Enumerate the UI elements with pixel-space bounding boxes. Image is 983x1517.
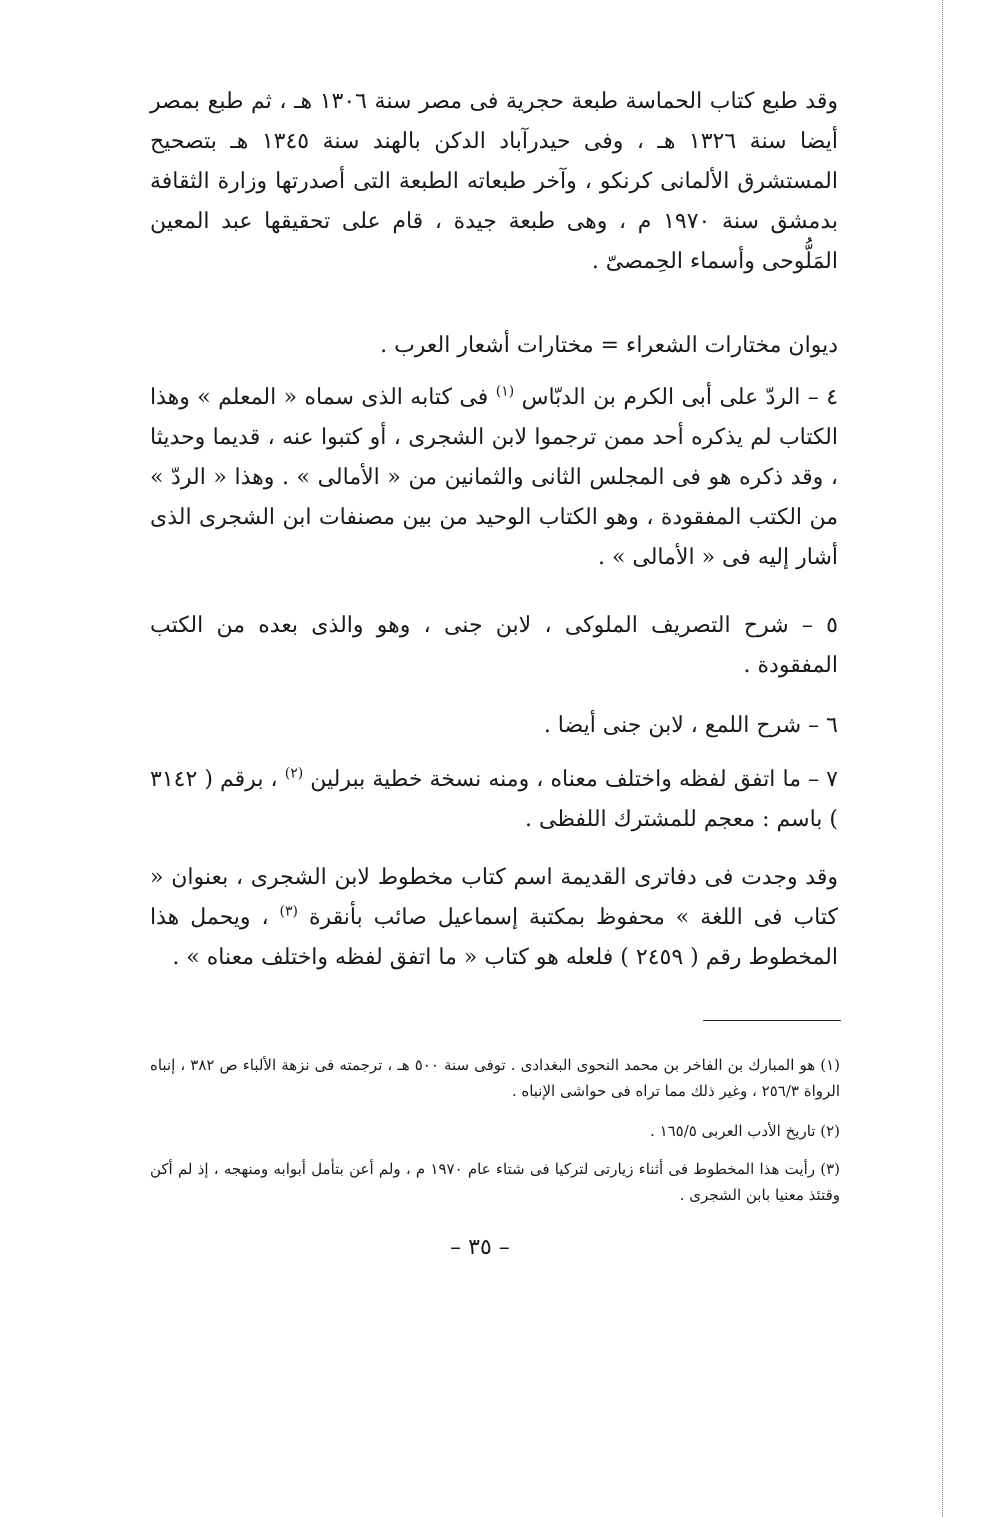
paragraph-diwan (150, 326, 878, 366)
footnote-3: (٣) رأيت هذا المخطوط فى أثناء زيارتى لتركيا فى شتاء عام ١٩٧٠ م ، ولم أعن بتأمل أبوابه ومنهجه ، إذ لم أكن وقتئذ معنيا بابن الشجرى . (150, 1160, 840, 1204)
paragraph-text: فى كتابه الذى سماه « المعلم » وهذا الكتاب لم يذكره أحد ممن ترجموا لابن الشجرى ، أو كتبوا عنه ، قديما وحديثا ، وقد ذكره هو فى المجلس الثانى والثمانين من « الأمالى » . وهذا « الردّ » من الكتب المفقودة ، وهو الكتاب الوحيد من بين مصنفات ابن الشجرى الذى أشار إليه فى « الأمالى » . (150, 385, 838, 570)
paragraph-manuscript (150, 858, 838, 978)
footnote-marker[interactable]: (٣) (279, 903, 298, 920)
paragraph-text: ٥ – شرح التصريف الملوكى ، لابن جنى ، وهو والذى بعده من الكتب المفقودة . (150, 613, 838, 678)
paragraph-editions (150, 82, 838, 282)
paragraph-text: ديوان مختارات الشعراء = مختارات أشعار العرب . (380, 333, 838, 358)
footnote-marker[interactable]: (٢) (284, 765, 304, 782)
paragraph-text: وقد وجدت فى دفاترى القديمة اسم كتاب مخطوط لابن الشجرى ، بعنوان « كتاب فى اللغة » محفوظ بمكتبة إسماعيل صائب بأنقرة (150, 865, 838, 930)
paragraph-text: ٤ – الردّ على أبى الكرم بن الدبّاس (521, 385, 839, 410)
paragraph-text: ، ويحمل هذا المخطوط رقم ( ٢٤٥٩ ) فلعله هو كتاب « ما اتفق لفظه واختلف معناه » . (150, 905, 838, 970)
paragraph-item-6 (150, 706, 838, 746)
paragraph-text: ٦ – شرح اللمع ، لابن جنى أيضا . (543, 713, 838, 738)
footnote-2: (٢) تاريخ الأدب العربى ١٦٥/٥ . (650, 1122, 840, 1140)
footnote-marker[interactable]: (١) (495, 383, 515, 400)
paragraph-text: ٧ – ما اتفق لفظه واختلف معناه ، ومنه نسخة خطية ببرلين (310, 767, 838, 792)
paragraph-text: ، برقم ( ٣١٤٢ ) باسم : معجم للمشترك اللفظى . (150, 767, 838, 832)
paragraph-item-7 (150, 760, 838, 840)
footnote-1: (١) هو المبارك بن الفاخر بن محمد النحوى البغدادى . توفى سنة ٥٠٠ هـ ، ترجمته فى نزهة الألباء ص ٣٨٢ ، إنباه الرواة ٢٥٦/٣ ، وغير ذلك مما تراه فى حواشى الإنباه . (150, 1056, 840, 1100)
paragraph-item-4 (150, 378, 838, 578)
footnote-separator (703, 1020, 841, 1021)
paragraph-text: وقد طبع كتاب الحماسة طبعة حجرية فى مصر سنة ١٣٠٦ هـ ، ثم طبع بمصر أيضا سنة ١٣٢٦ هـ ، وفى حيدرآباد الدكن بالهند سنة ١٣٤٥ هـ بتصحيح المستشرق الألمانى كرنكو ، وآخر طبعاته الطبعة التى أصدرتها وزارة الثقافة بدمشق سنة ١٩٧٠ م ، وهى طبعة جيدة ، قام على تحقيقها عبد المعين المَلُّوحى وأسماء الحِمصىّ . (150, 89, 838, 274)
page-number: – ٣٥ – (450, 1235, 510, 1260)
paragraph-item-5 (150, 606, 838, 686)
